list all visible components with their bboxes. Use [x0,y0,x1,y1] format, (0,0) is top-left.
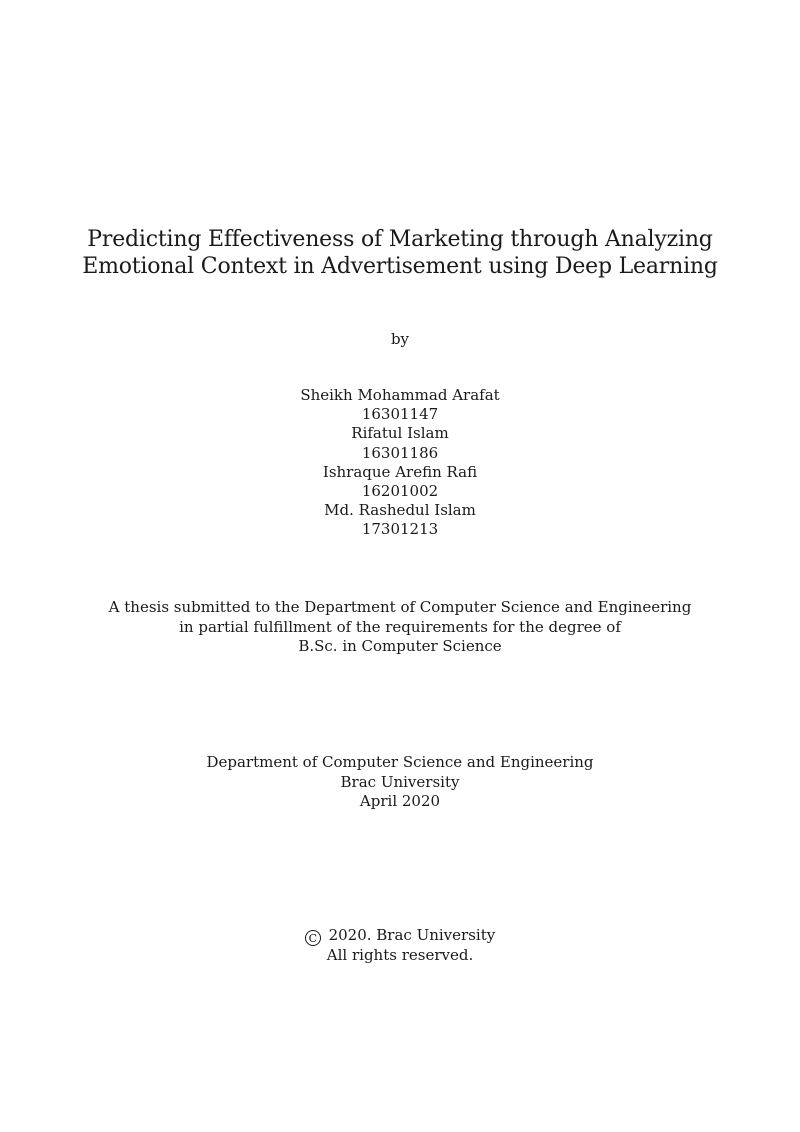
statement-line-2: in partial fulfillment of the requirements for the degree of [179,617,621,636]
rights-text: All rights reserved. [326,946,474,964]
affiliation [0,753,800,812]
by-text: by [390,330,410,348]
author-list [0,386,800,540]
copyright-text: 2020. Brac University [328,926,496,944]
author-name: Sheikh Mohammad Arafat [300,386,500,404]
submission-statement [0,598,800,657]
statement-line-3: B.Sc. in Computer Science [298,637,502,655]
university-name: Brac University [340,772,460,791]
copyright-notice [0,926,800,966]
title-line-2: Emotional Context in Advertisement using Deep Learning [82,254,718,279]
copyright-line [0,926,800,946]
submission-date: April 2020 [359,792,441,810]
author-id: 16201002 [361,482,439,501]
by-label [0,330,800,349]
title-line-1: Predicting Effectiveness of Marketing through Analyzing [87,227,713,252]
thesis-title [0,226,800,280]
author-name: Md. Rashedul Islam [324,501,476,520]
author-name: Rifatul Islam [351,424,449,443]
statement-line-1: A thesis submitted to the Department of Computer Science and Engineering [108,598,692,616]
author-id: 17301213 [361,520,439,539]
author-id: 16301147 [361,405,439,424]
department-name: Department of Computer Science and Engineering [206,753,594,771]
copyright-icon: C [305,930,321,946]
author-id: 16301186 [361,443,439,462]
author-name: Ishraque Arefin Rafi [322,462,478,481]
